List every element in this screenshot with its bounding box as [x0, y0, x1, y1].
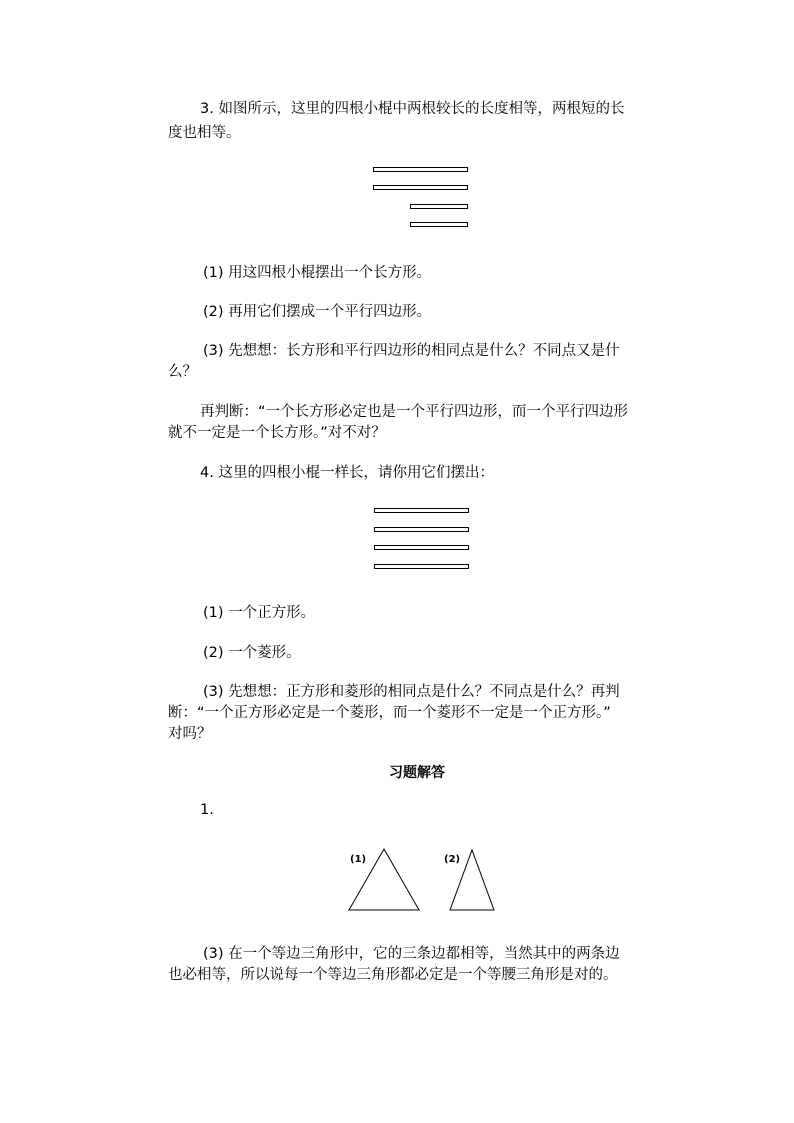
- problem4-q3-line1: (3) 先想想：正方形和菱形的相同点是什么？不同点是什么？再判: [203, 684, 620, 700]
- equal-stick: [374, 545, 469, 550]
- equal-stick: [374, 527, 469, 532]
- problem4-q3-line2: 断：“一个正方形必定是一个菱形，而一个菱形不一定是一个正方形。”: [168, 705, 611, 721]
- triangle-2-label: (2): [444, 854, 461, 865]
- problem3-q3-line1: (3) 先想想：长方形和平行四边形的相同点是什么？不同点又是什: [203, 343, 620, 359]
- long-stick: [373, 167, 468, 172]
- answer3-line1: (3) 在一个等边三角形中，它的三条边都相等，当然其中的两条边: [203, 946, 620, 962]
- problem3-line1: 3. 如图所示，这里的四根小棍中两根较长的长度相等，两根短的长: [200, 101, 625, 117]
- problem3-q1: (1) 用这四根小棍摆出一个长方形。: [203, 265, 432, 281]
- equal-stick: [374, 564, 469, 569]
- long-stick: [373, 185, 468, 190]
- problem3-q3-line2: 么？: [168, 364, 197, 380]
- answer3-line2: 也必相等，所以说每一个等边三角形都必定是一个等腰三角形是对的。: [168, 967, 618, 983]
- problem3-judge-line2: 就不一定是一个长方形。”对不对？: [168, 425, 386, 441]
- problem3-q2: (2) 再用它们摆成一个平行四边形。: [203, 304, 432, 320]
- short-stick: [410, 222, 468, 227]
- triangles-figure: [340, 845, 510, 915]
- answers-heading: 习题解答: [389, 765, 445, 781]
- short-stick: [410, 204, 468, 209]
- problem3-line2: 度也相等。: [168, 125, 241, 141]
- problem3-judge-line1: 再判断：“一个长方形必定也是一个平行四边形，而一个平行四边形: [200, 404, 629, 420]
- problem4-q2: (2) 一个菱形。: [203, 645, 301, 661]
- problem4-q1: (1) 一个正方形。: [203, 605, 316, 621]
- triangle-1-label: (1): [350, 854, 367, 865]
- problem4-q3-line3: 对吗？: [168, 726, 212, 742]
- answer-item-1: 1.: [200, 802, 214, 818]
- problem4-line1: 4. 这里的四根小棍一样长，请你用它们摆出：: [200, 465, 494, 481]
- equal-stick: [374, 508, 469, 513]
